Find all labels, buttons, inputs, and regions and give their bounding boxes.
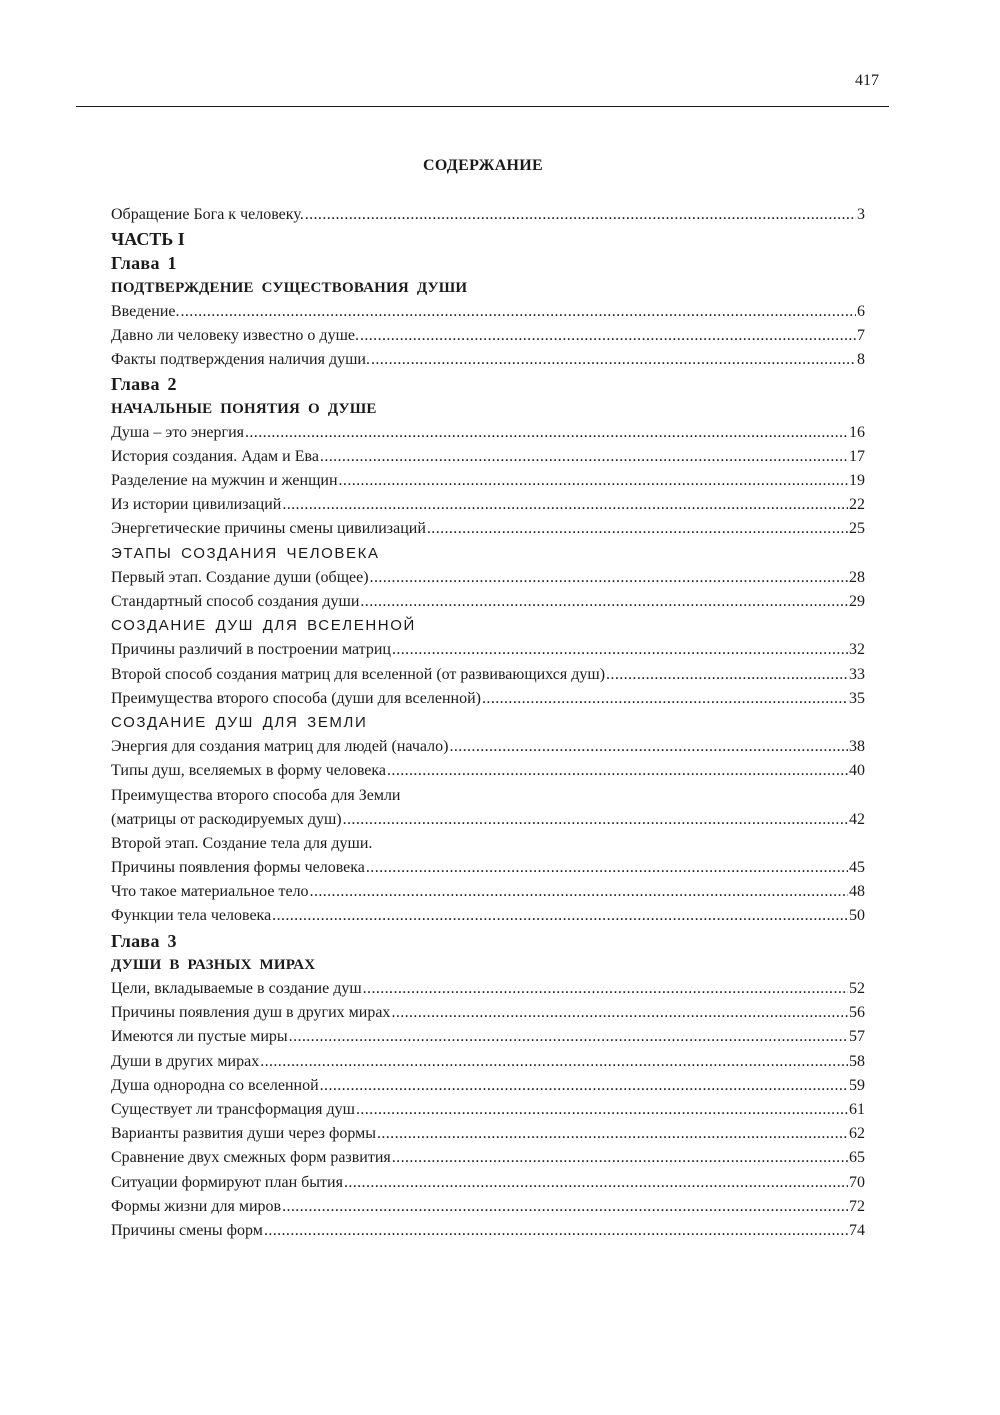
toc-entry-page: 50 xyxy=(849,907,865,925)
dot-leader xyxy=(370,566,848,590)
toc-entry xyxy=(111,1146,865,1170)
toc-entry xyxy=(111,735,865,759)
toc-chapter-heading: Глава 2 xyxy=(111,374,177,395)
toc-entry-title: Цели, вкладываемые в создание душ xyxy=(111,980,362,997)
toc-entry-page: 58 xyxy=(849,1052,865,1070)
toc-entry-title: Существует ли трансформация душ xyxy=(111,1100,355,1118)
toc-entry-title: Душа – это энергия xyxy=(111,423,244,441)
toc-entry xyxy=(111,1025,865,1049)
toc-entry xyxy=(111,1195,865,1219)
toc-entry xyxy=(111,1001,865,1025)
toc-entry-title: Функции тела человека xyxy=(111,907,272,925)
toc-entry xyxy=(111,469,865,493)
dot-leader xyxy=(344,1171,848,1195)
toc-entry xyxy=(111,300,865,324)
toc-entry-title: Причины появления формы человека xyxy=(111,859,365,877)
toc-chapter-heading: Глава 3 xyxy=(111,930,177,951)
dot-leader xyxy=(371,348,856,372)
dot-leader xyxy=(392,1146,848,1170)
toc-entry-page: 38 xyxy=(849,738,865,756)
toc-entry-page: 22 xyxy=(849,496,865,514)
toc-entry-page: 62 xyxy=(849,1125,865,1143)
dot-leader xyxy=(387,759,848,783)
toc-entry-title: Обращение Бога к человеку. xyxy=(111,206,304,223)
dot-leader xyxy=(356,1098,848,1122)
toc-entry xyxy=(111,663,865,687)
toc-entry-title: Разделение на мужчин и женщин xyxy=(111,472,338,490)
toc-entry xyxy=(111,1171,865,1195)
toc-entry xyxy=(111,1074,865,1098)
toc-entry-page: 48 xyxy=(849,883,865,901)
toc-plain-line: Преимущества второго способа для Земли xyxy=(111,786,401,804)
page-title: СОДЕРЖАНИЕ xyxy=(422,157,544,174)
dot-leader xyxy=(310,880,848,904)
toc-entry xyxy=(111,1050,865,1074)
toc-section-heading: ЭТАПЫ СОЗДАНИЯ ЧЕЛОВЕКА xyxy=(111,544,380,562)
toc-entry-page: 28 xyxy=(849,568,865,586)
dot-leader xyxy=(260,1050,848,1074)
toc-entry xyxy=(111,445,865,469)
toc-entry-title: Давно ли человеку известно о душе. xyxy=(111,326,359,344)
toc-entry xyxy=(111,203,865,227)
toc-entry-page: 17 xyxy=(849,447,865,465)
toc-entry xyxy=(111,324,865,348)
toc-entry-title: Имеются ли пустые миры xyxy=(111,1028,288,1046)
dot-leader xyxy=(305,203,856,227)
toc-entry-page: 57 xyxy=(849,1028,865,1046)
dot-leader xyxy=(343,808,848,832)
toc-entry xyxy=(111,590,865,614)
toc-entry-title: Причины различий в построении матриц xyxy=(111,641,391,659)
dot-leader xyxy=(181,300,857,324)
dot-leader xyxy=(339,469,848,493)
toc-entry-page: 40 xyxy=(849,762,865,780)
page-number: 417 xyxy=(855,72,879,89)
toc-entry-title: Души в других мирах xyxy=(111,1052,260,1070)
toc-entry xyxy=(111,856,865,880)
toc-entry xyxy=(111,517,865,541)
toc-chapter-title: НАЧАЛЬНЫЕ ПОНЯТИЯ О ДУШЕ xyxy=(111,400,377,417)
toc-entry-title: Что такое материальное тело xyxy=(111,883,309,901)
toc-entry-page: 45 xyxy=(849,859,865,877)
toc-entry-title: Типы душ, вселяемых в форму человека xyxy=(111,762,387,780)
toc-part-heading: ЧАСТЬ I xyxy=(111,229,185,250)
toc-entry-title: Причины появления душ в других мирах xyxy=(111,1004,391,1022)
toc-entry-title: Варианты развития души через формы xyxy=(111,1125,376,1143)
toc-entry xyxy=(111,687,865,711)
toc-entry-title: Второй способ создания матриц для вселенной (от развивающихся душ) xyxy=(111,665,606,683)
dot-leader xyxy=(282,1195,848,1219)
toc-entry-title: Формы жизни для миров xyxy=(111,1197,282,1215)
toc-entry-page: 59 xyxy=(849,1076,865,1094)
dot-leader xyxy=(449,735,848,759)
toc-entry xyxy=(111,880,865,904)
dot-leader xyxy=(245,421,848,445)
toc-entry-title: История создания. Адам и Ева xyxy=(111,447,319,465)
toc-entry xyxy=(111,759,865,783)
toc-chapter-heading: Глава 1 xyxy=(111,253,177,274)
toc-section-heading: СОЗДАНИЕ ДУШ ДЛЯ ЗЕМЛИ xyxy=(111,713,368,731)
dot-leader xyxy=(360,324,856,348)
dot-leader xyxy=(482,687,848,711)
toc-entry-title: Первый этап. Создание души (общее) xyxy=(111,568,369,586)
toc-entry-page: 72 xyxy=(849,1197,865,1215)
dot-leader xyxy=(320,445,848,469)
toc-entry xyxy=(111,348,865,372)
dot-leader xyxy=(377,1122,848,1146)
dot-leader xyxy=(272,904,848,928)
toc-entry-title: Факты подтверждения наличия души. xyxy=(111,351,370,369)
dot-leader xyxy=(606,663,848,687)
toc-entry-page: 56 xyxy=(849,1004,865,1022)
toc-entry-page: 25 xyxy=(849,520,865,538)
toc-entry xyxy=(111,638,865,662)
toc-entry-title: Введение. xyxy=(111,302,180,320)
toc-entry-page: 52 xyxy=(849,980,865,997)
dot-leader xyxy=(391,1001,848,1025)
dot-leader xyxy=(392,638,848,662)
toc-entry-page: 42 xyxy=(849,810,865,828)
dot-leader xyxy=(264,1219,848,1243)
toc-entry-page: 6 xyxy=(857,302,865,320)
toc-plain-line: Второй этап. Создание тела для души. xyxy=(111,834,373,852)
header-rule xyxy=(76,106,889,107)
toc-entry-page: 70 xyxy=(849,1173,865,1191)
table-of-contents xyxy=(111,203,865,1243)
dot-leader xyxy=(427,517,848,541)
toc-entry-title: (матрицы от раскодируемых душ) xyxy=(111,810,342,828)
toc-chapter-title: ДУШИ В РАЗНЫХ МИРАХ xyxy=(111,956,316,973)
toc-entry xyxy=(111,904,865,928)
toc-entry-title: Из истории цивилизаций xyxy=(111,496,282,514)
toc-entry-title: Преимущества второго способа (души для вселенной) xyxy=(111,689,482,707)
toc-entry xyxy=(111,977,865,1001)
toc-entry-title: Энергия для создания матриц для людей (начало) xyxy=(111,738,449,756)
toc-entry-page: 61 xyxy=(849,1100,865,1118)
toc-entry xyxy=(111,566,865,590)
toc-entry-title: Душа однородна со вселенной xyxy=(111,1076,319,1094)
dot-leader xyxy=(366,856,848,880)
toc-entry xyxy=(111,1098,865,1122)
dot-leader xyxy=(363,977,848,1001)
dot-leader xyxy=(360,590,848,614)
toc-entry-page: 35 xyxy=(849,689,865,707)
toc-entry-page: 33 xyxy=(849,665,865,683)
toc-entry-title: Причины смены форм xyxy=(111,1221,263,1239)
toc-entry-page: 7 xyxy=(857,326,865,344)
toc-entry-title: Сравнение двух смежных форм развития xyxy=(111,1149,391,1167)
toc-chapter-title: ПОДТВЕРЖДЕНИЕ СУЩЕСТВОВАНИЯ ДУШИ xyxy=(111,279,468,296)
toc-entry-page: 16 xyxy=(849,423,865,441)
toc-entry xyxy=(111,1122,865,1146)
toc-entry xyxy=(111,421,865,445)
toc-entry xyxy=(111,808,865,832)
toc-entry-page: 19 xyxy=(849,472,865,490)
toc-entry-title: Стандартный способ создания души xyxy=(111,593,360,610)
toc-entry xyxy=(111,1219,865,1243)
toc-entry xyxy=(111,493,865,517)
toc-entry-page: 32 xyxy=(849,641,865,659)
toc-entry-page: 65 xyxy=(849,1149,865,1167)
toc-entry-page: 29 xyxy=(849,593,865,610)
dot-leader xyxy=(282,493,848,517)
toc-entry-page: 8 xyxy=(857,351,865,369)
dot-leader xyxy=(289,1025,848,1049)
toc-entry-title: Ситуации формируют план бытия xyxy=(111,1173,343,1191)
toc-entry-page: 3 xyxy=(857,206,865,223)
dot-leader xyxy=(320,1074,848,1098)
toc-entry-title: Энергетические причины смены цивилизаций xyxy=(111,520,426,538)
toc-entry-page: 74 xyxy=(849,1221,865,1239)
toc-section-heading: СОЗДАНИЕ ДУШ ДЛЯ ВСЕЛЕННОЙ xyxy=(111,617,416,635)
